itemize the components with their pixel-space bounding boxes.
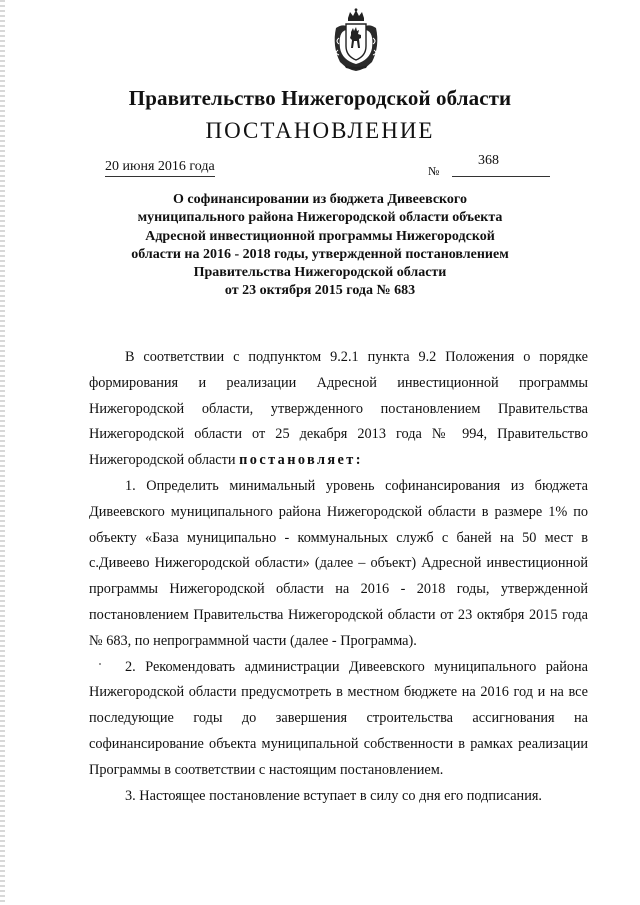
item-paragraph-3: 3. Настоящее постановление вступает в силу со дня его подписания. — [125, 787, 542, 804]
coat-of-arms-icon — [330, 8, 382, 72]
subject-line: Правительства Нижегородской области — [193, 265, 447, 281]
preamble-text: В соответствии с подпунктом 9.2.1 пункта 9.2 Положения о порядке формирования и реализации Адресной инвестиционной программы Нижегородской области, утвержденного постановлением Правительства Нижегородской области от 25 декабря 2013 года № 994, Правительство Нижегородской области — [89, 349, 588, 469]
decree-word: постановляет — [239, 452, 356, 469]
item-paragraph-2: 2. Рекомендовать администрации Дивеевского муниципального района Нижегородской области предусмотреть в местном бюджете на 2016 год и на все последующие годы до завершения строительства ассигнования на софинансирование объекта муниципальной собственности в рамках реализации Программы в соответствии с настоящим постановлением. — [89, 658, 588, 778]
decree-colon: : — [355, 452, 363, 469]
subject-line: муниципального района Нижегородской области объекта — [137, 210, 503, 226]
document-body — [89, 345, 588, 809]
subject-line: Адресной инвестиционной программы Нижегородской — [145, 228, 495, 244]
subject-line: О софинансировании из бюджета Дивеевского — [173, 192, 467, 207]
preamble-paragraph — [89, 345, 588, 474]
subject-line: от 23 октября 2015 года № 683 — [224, 283, 416, 299]
item-paragraph-1: 1. Определить минимальный уровень софинансирования из бюджета Дивеевского муниципального района Нижегородской области в размере 1% по объекту «База муниципально - коммунальных служб с баней на 50 мест в с.Дивеево Нижегородской области» (далее – объект) Адресной инвестиционной программы Нижегородской области на 2016 - 2018 годы, утвержденной постановлением Правительства Нижегородской области от 23 октября 2015 года № 683, по непрограммной части (далее - Программа). — [89, 477, 588, 649]
document-type-title: ПОСТАНОВЛЕНИЕ — [205, 118, 435, 143]
number-underline — [452, 176, 550, 177]
government-title: Правительство Нижегородской области — [128, 86, 512, 110]
document-date: 20 июня 2016 года — [105, 159, 215, 177]
document-subject — [80, 191, 560, 301]
scan-speck — [99, 663, 101, 665]
number-label: № — [428, 164, 440, 178]
document-number: 368 — [478, 153, 499, 168]
subject-line: области на 2016 - 2018 годы, утвержденной постановлением — [131, 246, 509, 262]
